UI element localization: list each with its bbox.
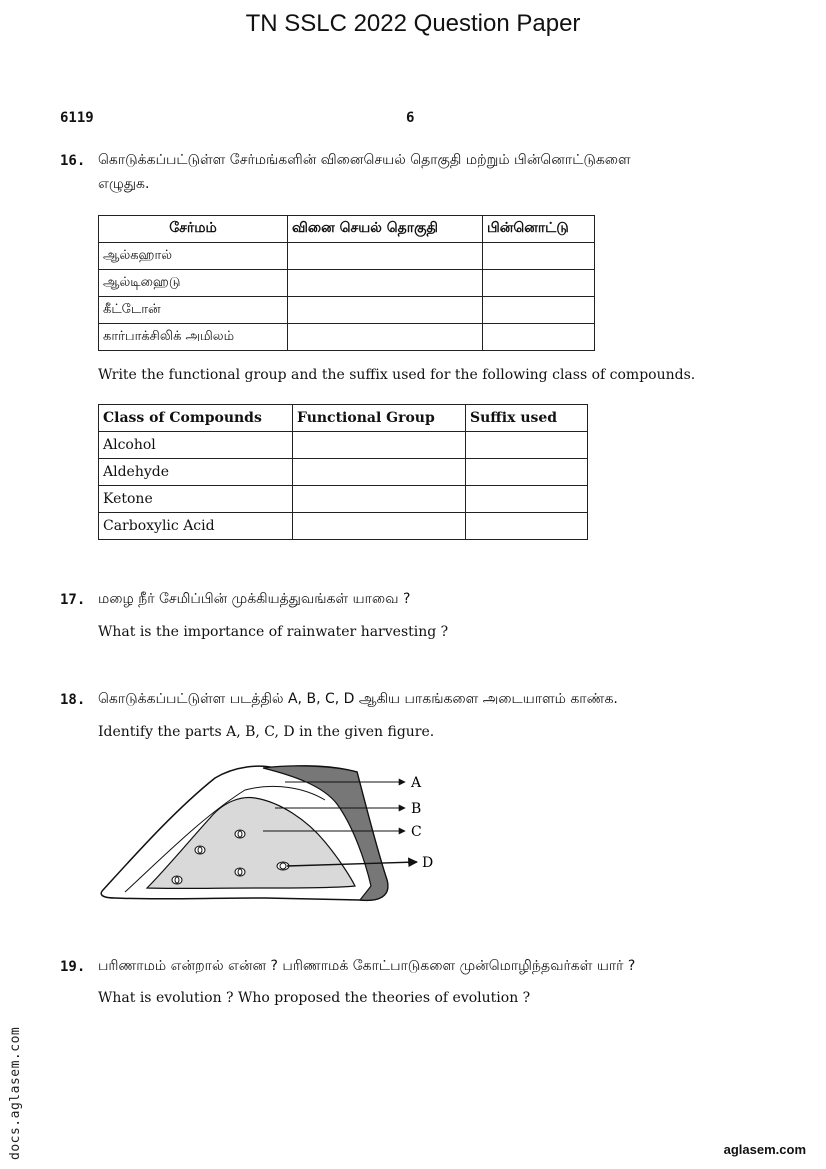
table-cell <box>483 270 595 297</box>
side-watermark: docs.aglasem.com <box>8 1026 23 1160</box>
page-number: 6 <box>406 110 415 126</box>
table-cell: Ketone <box>99 486 293 513</box>
label-d: D <box>422 855 434 871</box>
label-c: C <box>411 824 422 840</box>
q17-english: What is the importance of rainwater harvesting ? <box>98 624 449 640</box>
table-row <box>99 432 588 459</box>
label-b: B <box>411 801 422 817</box>
table-cell <box>288 270 483 297</box>
q16-tamil-line1: கொடுக்கப்பட்டுள்ள சேர்மங்களின் வினைசெயல் தொகுதி மற்றும் பின்னொட்டுகளை <box>98 152 631 168</box>
chloroplast-figure <box>95 760 455 910</box>
q16-number: 16. <box>60 153 86 169</box>
table-cell: Carboxylic Acid <box>99 513 293 540</box>
table-cell <box>483 243 595 270</box>
q16-english: Write the functional group and the suffix used for the following class of compounds. <box>98 367 696 383</box>
table-header: Suffix used <box>466 405 588 432</box>
table-row <box>99 324 595 351</box>
table-header: வினை செயல் தொகுதி <box>288 216 483 243</box>
table-header: பின்னொட்டு <box>483 216 595 243</box>
table-row <box>99 297 595 324</box>
table-header: Class of Compounds <box>99 405 293 432</box>
q17-number: 17. <box>60 592 86 608</box>
table-row <box>99 459 588 486</box>
table-cell <box>483 324 595 351</box>
label-a: A <box>411 775 422 791</box>
table-row <box>99 486 588 513</box>
table-cell: ஆல்டிஹைடு <box>99 270 288 297</box>
table-cell <box>288 243 483 270</box>
table-cell <box>466 486 588 513</box>
table-cell <box>288 297 483 324</box>
table-row <box>99 513 588 540</box>
table-header: சேர்மம் <box>99 216 288 243</box>
table-header: Functional Group <box>293 405 466 432</box>
page-header: TN SSLC 2022 Question Paper <box>245 10 581 37</box>
q16-tamil-line2: எழுதுக. <box>98 176 150 192</box>
table-cell <box>293 513 466 540</box>
q19-english: What is evolution ? Who proposed the theories of evolution ? <box>98 990 531 1006</box>
table-cell: Alcohol <box>99 432 293 459</box>
q19-tamil: பரிணாமம் என்றால் என்ன ? பரிணாமக் கோட்பாடுகளை முன்மொழிந்தவர்கள் யார் ? <box>98 958 636 974</box>
q16-english-table <box>98 404 588 540</box>
table-cell <box>293 486 466 513</box>
table-cell <box>288 324 483 351</box>
table-cell <box>483 297 595 324</box>
paper-code: 6119 <box>60 110 94 126</box>
table-row <box>99 270 595 297</box>
table-header-row <box>99 405 588 432</box>
q18-english: Identify the parts A, B, C, D in the given figure. <box>98 724 435 740</box>
table-cell: கீட்டோன் <box>99 297 288 324</box>
table-cell <box>293 432 466 459</box>
table-cell <box>466 432 588 459</box>
table-cell <box>293 459 466 486</box>
footer-brand: aglasem.com <box>723 1142 806 1157</box>
table-cell: கார்பாக்சிலிக் அமிலம் <box>99 324 288 351</box>
table-cell: Aldehyde <box>99 459 293 486</box>
q19-number: 19. <box>60 959 86 975</box>
table-row <box>99 243 595 270</box>
table-cell <box>466 459 588 486</box>
table-cell: ஆல்கஹால் <box>99 243 288 270</box>
table-header-row <box>99 216 595 243</box>
q18-number: 18. <box>60 692 86 708</box>
q17-tamil: மழை நீர் சேமிப்பின் முக்கியத்துவங்கள் யாவை ? <box>98 591 411 607</box>
q16-tamil-table <box>98 215 595 351</box>
q18-tamil: கொடுக்கப்பட்டுள்ள படத்தில் A, B, C, D ஆகிய பாகங்களை அடையாளம் காண்க. <box>98 691 618 707</box>
table-cell <box>466 513 588 540</box>
